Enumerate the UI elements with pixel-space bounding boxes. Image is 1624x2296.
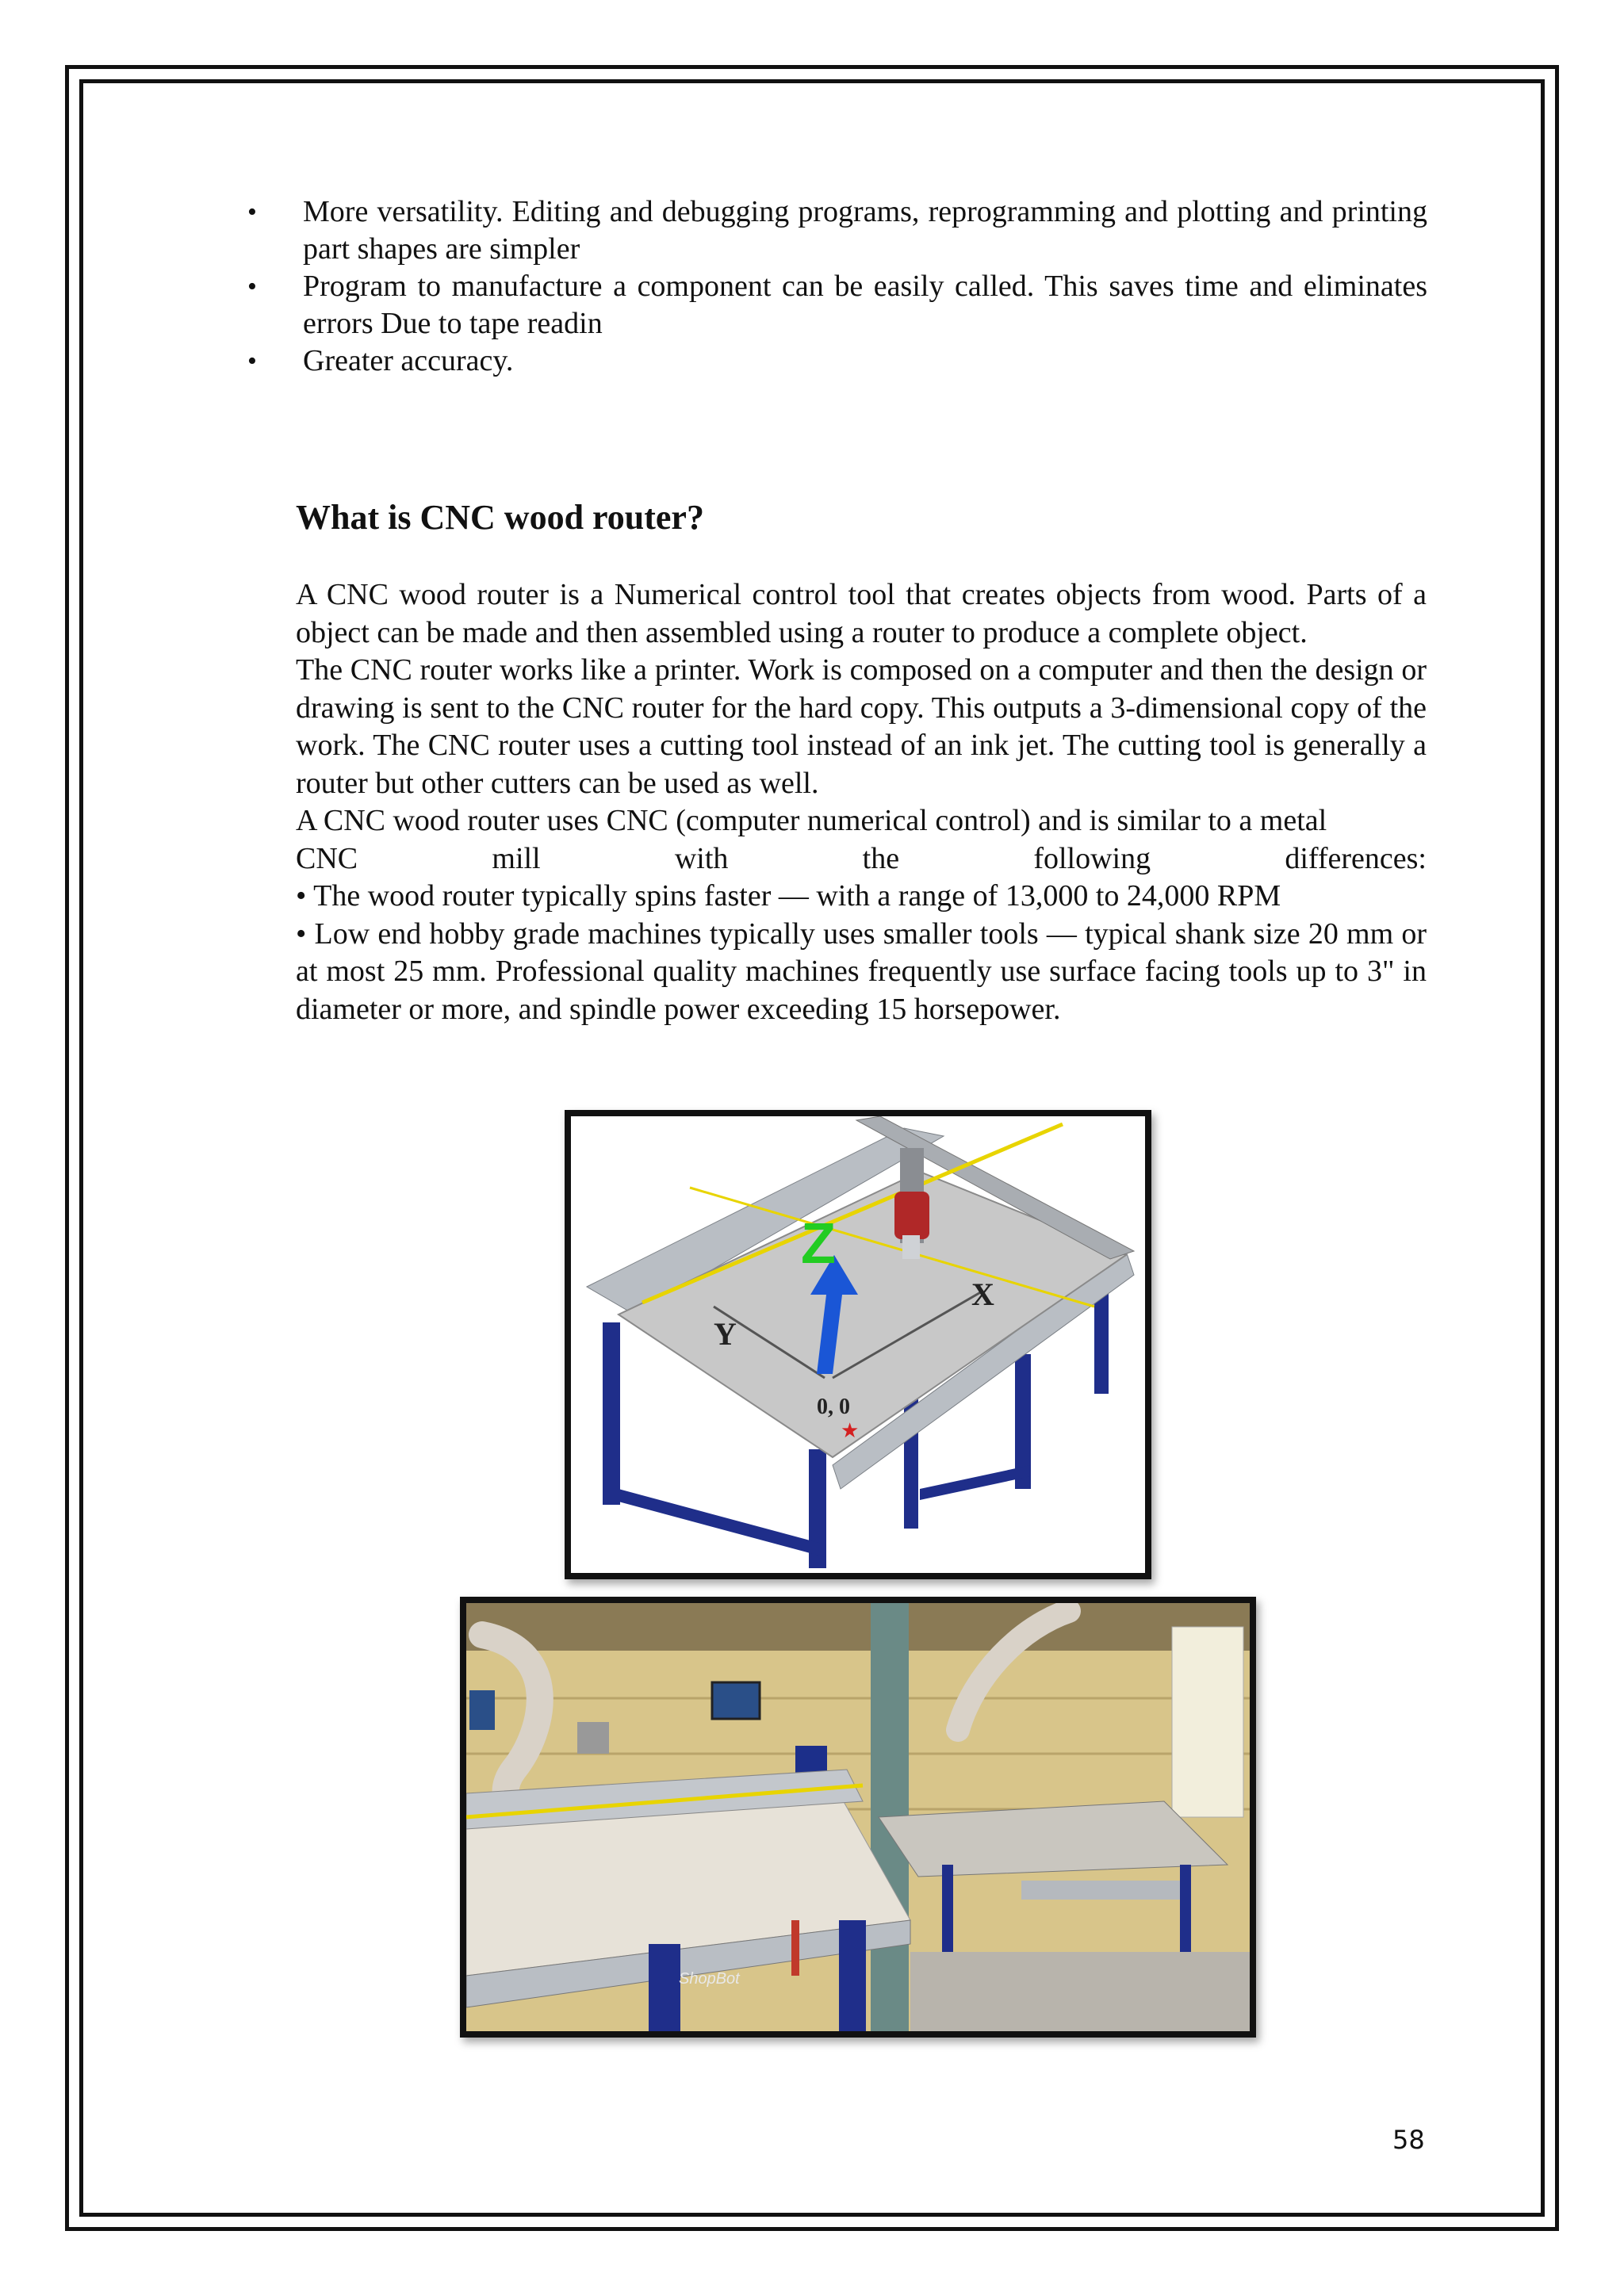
bullet-icon: • xyxy=(247,272,257,301)
bullet-icon: • xyxy=(247,346,257,376)
workshop-illustration xyxy=(466,1603,1250,2031)
origin-label: 0, 0 xyxy=(817,1395,850,1419)
paragraph: A CNC wood router uses CNC (computer numerical control) and is similar to a metal xyxy=(296,804,1327,837)
list-item: • More versatility. Editing and debugging programs, reprogramming and plotting and printing part shapes are simpler xyxy=(247,195,1427,266)
cnc-axes-illustration xyxy=(571,1116,1145,1573)
paragraph: • Low end hobby grade machines typically uses smaller tools — typical shank size 20 mm or at most 25 mm. Professional quality machines frequently use surface facing tools up to 3" in diameter or more, and spindle power exceeding 15 horsepower. xyxy=(296,916,1427,1026)
z-axis-label: Z xyxy=(801,1212,836,1276)
paragraph: The CNC router works like a printer. Work is composed on a computer and then the design or drawing is sent to the CNC router for the hard copy. This outputs a 3-dimensional copy of the work. The CNC router uses a cutting tool instead of an ink jet. The cutting tool is generally a router but other cutters can be used as well. xyxy=(296,653,1427,800)
shopbot-logo: ShopBot xyxy=(679,1970,740,1988)
advantages-list xyxy=(238,193,1427,380)
section-body xyxy=(296,576,1427,1028)
page-number: 58 xyxy=(1392,2125,1425,2155)
paragraph: • The wood router typically spins faster — with a range of 13,000 to 24,000 RPM xyxy=(296,879,1281,913)
list-item: • Program to manufacture a component can be easily called. This saves time and eliminates errors Due to tape readin xyxy=(247,270,1427,340)
y-axis-label: Y xyxy=(714,1316,737,1352)
origin-marker-icon: ★ xyxy=(841,1418,860,1442)
section-heading: What is CNC wood router? xyxy=(296,498,704,537)
bullet-icon: • xyxy=(247,197,257,227)
cnc-workshop-photo xyxy=(460,1597,1256,2038)
paragraph: CNC mill with the following differences: xyxy=(296,841,1427,875)
paragraph: A CNC wood router is a Numerical control tool that creates objects from wood. Parts of a object can be made and then assembled using a router to produce a complete object. xyxy=(296,578,1427,649)
x-axis-label: X xyxy=(971,1276,994,1312)
cnc-axes-diagram xyxy=(565,1110,1151,1579)
list-item: • Greater accuracy. xyxy=(238,342,1427,380)
